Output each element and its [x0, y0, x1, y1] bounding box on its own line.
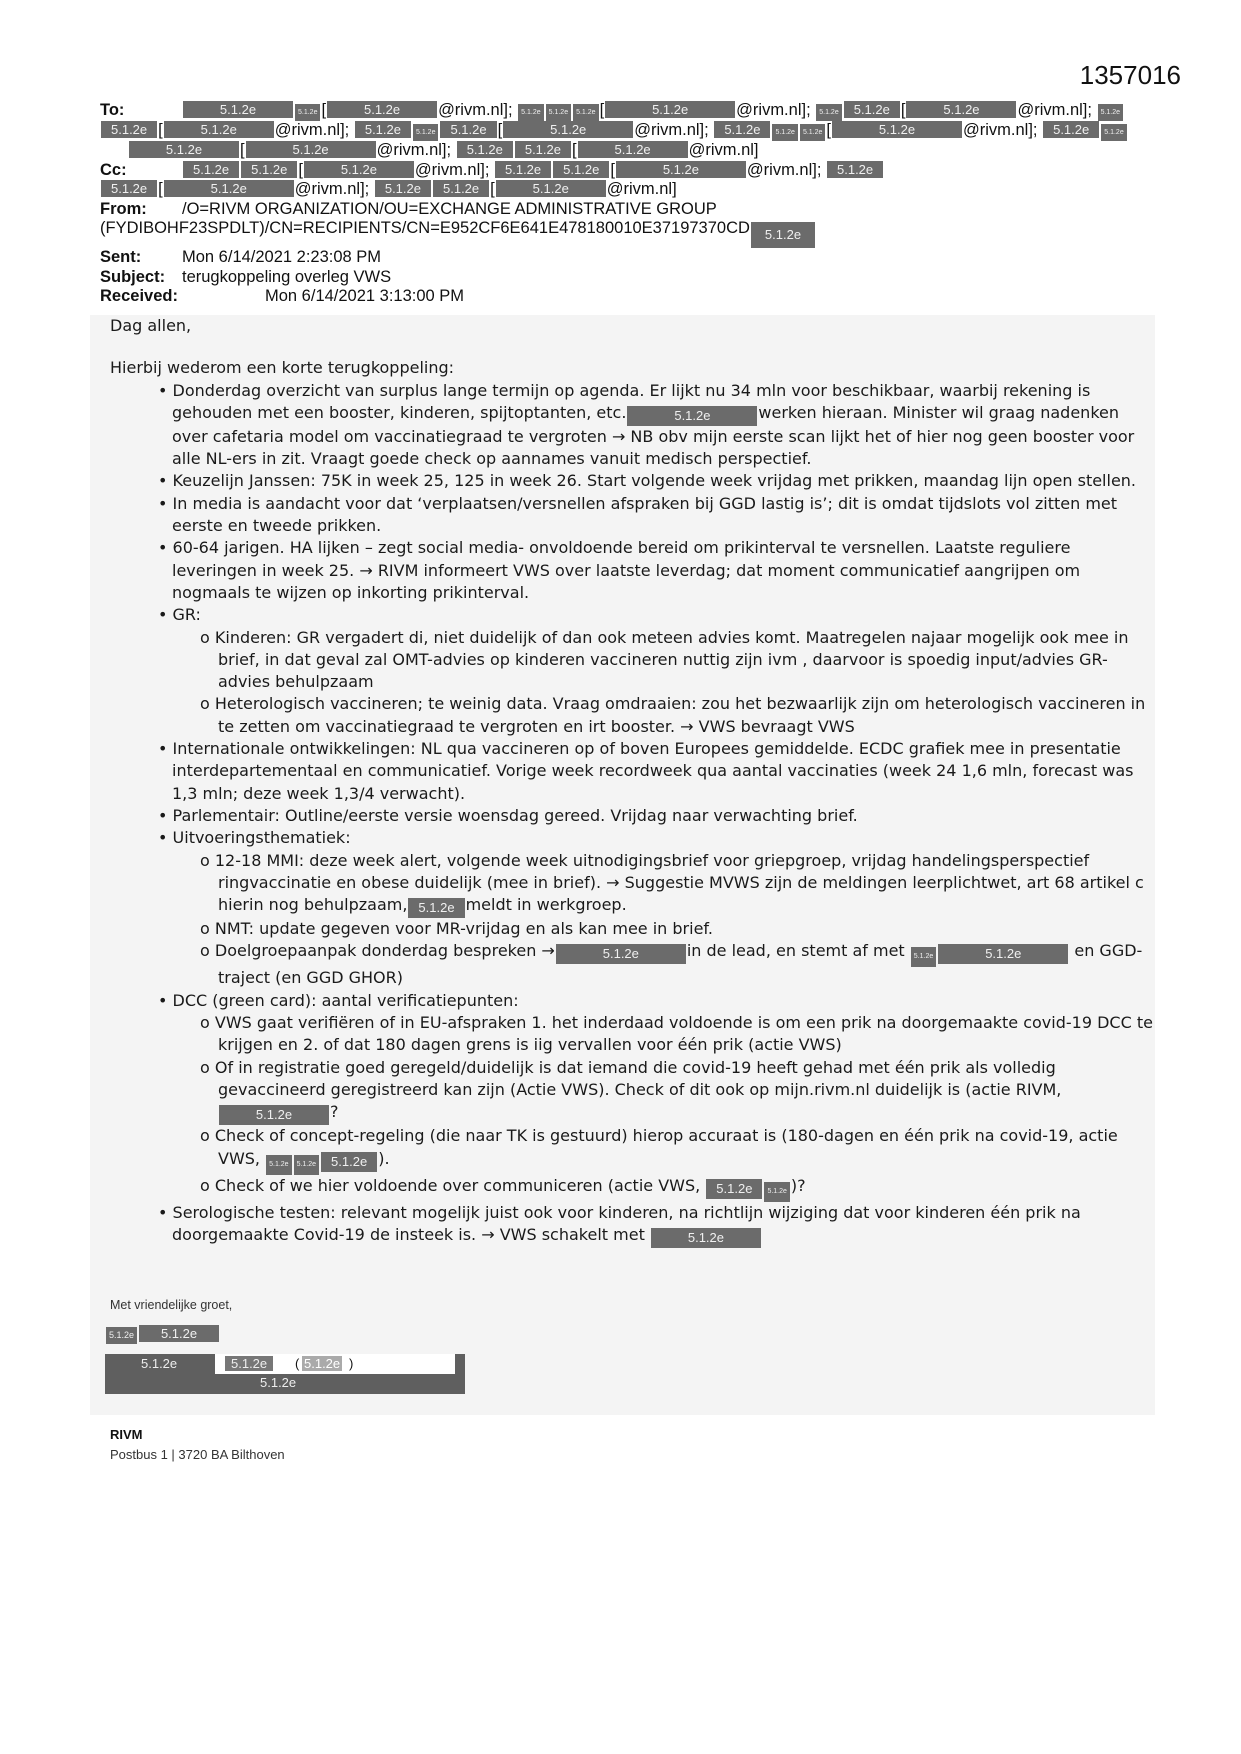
sub-item — [200, 940, 1155, 989]
document-number: 1357016 — [1079, 60, 1181, 90]
redaction: 5.1.2e — [556, 944, 686, 964]
redaction: 5.1.2e — [503, 121, 633, 138]
list-item: • Parlementair: Outline/eerste versie woensdag gereed. Vrijdag naar verwachting brief. — [158, 805, 1155, 827]
redaction: 5.1.2e — [355, 121, 411, 138]
sub-item — [200, 1175, 1155, 1202]
sub-item: o VWS gaat verifiëren of in EU-afspraken 1. het inderdaad voldoende is om een prik na doorgemaakte covid-19 DCC te krijgen en 2. of dat 180 dagen grens is iig vervallen voor één prik (actie VWS) — [200, 1012, 1155, 1057]
cc-label: Cc: — [100, 160, 127, 179]
redaction: 5.1.2e — [183, 101, 293, 118]
redaction: 5.1.2e — [304, 161, 414, 178]
text: Of in registratie goed geregeld/duidelijk is dat iemand die covid-19 heeft gehad met één prik als volledig gevaccineerd geregistreerd kan zijn (Actie VWS). Check of dit ook op mijn.rivm.nl duidelijk is (actie RIVM, — [214, 1057, 1062, 1099]
redaction: 5.1.2e — [106, 1327, 137, 1344]
redaction: 5.1.2e — [938, 944, 1068, 964]
redaction: 5.1.2e — [515, 141, 571, 158]
redaction: 5.1.2e — [413, 124, 438, 141]
org-address: Postbus 1 | 3720 BA Bilthoven — [110, 1447, 285, 1462]
email-domain: @rivm.nl]; — [376, 141, 452, 159]
received-line — [100, 287, 1160, 307]
sub-item: o NMT: update gegeven voor MR-vrijdag en als kan mee in brief. — [200, 918, 1155, 940]
greeting: Dag allen, — [110, 316, 192, 335]
redaction: 5.1.2e — [906, 101, 1016, 118]
redaction: 5.1.2e — [101, 121, 157, 138]
text: 12-18 MMI: deze week alert, volgende week uitnodigingsbrief voor griepgroep, vrijdag handelingsperspectief ringvaccinatie en obese duidelijk (mee in brief). → Suggestie MVWS zijn de meldingen leerplichtwet, art 68 artikel c hierin nog behulpzaam, — [214, 850, 1144, 915]
sub-list — [172, 627, 1155, 738]
redaction: 5.1.2e — [129, 141, 239, 158]
redaction: 5.1.2e — [616, 161, 746, 178]
redaction: 5.1.2e — [495, 161, 551, 178]
redaction: 5.1.2e — [433, 180, 489, 197]
text: DCC (green card): aantal verificatiepunten: — [172, 990, 519, 1010]
to-line-2: 5.1.2e [ 5.1.2e @rivm.nl]; 5.1.2e 5.1.2e 5.1.2e [ 5.1.2e @rivm.nl]; 5.1.2e 5.1.2e 5.1.2e [ 5.1.2e @rivm.nl]; 5.1.2e 5.1.2e — [100, 121, 1160, 141]
redaction: 5.1.2e — [139, 1325, 219, 1342]
intro: Hierbij wederom een korte terugkoppeling: — [110, 358, 455, 378]
redaction: 5.1.2e — [706, 1179, 762, 1199]
text: werken hieraan. Minister wil graag nadenken over cafetaria model om vaccinatiegraad te vergroten → NB obv mijn eerste scan lijkt het of hier nog geen booster voor alle NL-ers in zit. Vraagt goede check op aannames vanuit medisch perspectief. — [172, 402, 1135, 469]
redaction: 5.1.2e — [266, 1155, 291, 1175]
redaction: 5.1.2e — [832, 121, 962, 138]
sub-item: o Kinderen: GR vergadert di, niet duidelijk of dan ook meteen advies komt. Maatregelen najaar mogelijk ook mee in brief, in dat geval zal OMT-advies op kinderen vaccineren nuttig zijn ivm , daarvoor is spoedig input/advies GR-advies behulpzaam — [200, 627, 1155, 694]
email-domain: @rivm.nl] — [606, 180, 677, 198]
from-line — [100, 200, 1160, 220]
list-item: • Internationale ontwikkelingen: NL qua vaccineren op of boven Europees gemiddelde. ECDC grafiek mee in presentatie interdepartementaal en communicatief. Vorige week recordweek qua aantal vaccinaties (week 24 1,6 mln, forecast was 1,3 mln; deze week 1,3/4 verwacht). — [158, 738, 1155, 805]
redaction: 5.1.2e — [751, 222, 815, 248]
from-label: From: — [100, 199, 147, 218]
sub-item — [200, 1057, 1155, 1126]
paren-open: ( — [295, 1356, 300, 1371]
redaction: 5.1.2e — [375, 180, 431, 197]
list-item — [158, 604, 1155, 738]
redaction: 5.1.2e — [553, 161, 609, 178]
bullet-list — [110, 380, 1155, 1248]
email-domain: @rivm.nl]; — [294, 180, 370, 198]
redaction: 5.1.2e — [260, 1375, 297, 1390]
redaction: 5.1.2e — [327, 101, 437, 118]
email-domain: @rivm.nl]; — [274, 121, 350, 139]
text: ). — [378, 1148, 390, 1168]
redaction: 5.1.2e — [578, 141, 688, 158]
list-item — [158, 990, 1155, 1202]
redaction: 5.1.2e — [573, 104, 598, 121]
sub-list — [172, 1012, 1155, 1201]
redaction: 5.1.2e — [219, 1105, 329, 1125]
to-line-1: To: 5.1.2e 5.1.2e [ 5.1.2e @rivm.nl]; 5.1.2e 5.1.2e 5.1.2e [ 5.1.2e @rivm.nl]; 5.1.2e 5.1.2e [ 5.1.2e @rivm.nl]; 5.1.2e — [100, 101, 1160, 121]
list-item — [158, 1202, 1155, 1248]
redaction: 5.1.2e — [225, 1356, 273, 1371]
email-domain: @rivm.nl]; — [438, 101, 513, 119]
sub-item — [200, 850, 1155, 919]
sent-label: Sent: — [100, 248, 142, 266]
redaction: 5.1.2e — [651, 1228, 761, 1248]
subject-label: Subject: — [100, 267, 166, 286]
redaction: 5.1.2e — [844, 101, 900, 118]
text: Check of we hier voldoende over communiceren (actie VWS, — [214, 1175, 701, 1195]
subject-value: terugkoppeling overleg VWS — [182, 267, 392, 286]
redaction: 5.1.2e — [295, 104, 320, 121]
email-domain: @rivm.nl]; — [1017, 101, 1092, 119]
text: )? — [790, 1175, 806, 1195]
cc-line-2: 5.1.2e [ 5.1.2e @rivm.nl]; 5.1.2e 5.1.2e [ 5.1.2e @rivm.nl] — [100, 180, 1160, 200]
to-label: To: — [100, 101, 125, 119]
redaction: 5.1.2e — [164, 121, 274, 138]
text: in de lead, en stemt af met — [686, 941, 905, 961]
redaction: 5.1.2e — [800, 124, 825, 141]
email-domain: @rivm.nl]; — [634, 121, 709, 139]
closing: Met vriendelijke groet, — [110, 1298, 233, 1312]
subject-line — [100, 268, 1160, 288]
redaction: 5.1.2e — [141, 1356, 178, 1371]
redaction: 5.1.2e — [294, 1155, 319, 1175]
sent-line — [100, 248, 1160, 268]
redaction: 5.1.2e — [627, 406, 757, 426]
from-value-2: (FYDIBOHF23SPDLT)/CN=RECIPIENTS/CN=E952CF6E641E478180010E37197370CD — [100, 219, 750, 237]
to-line-3: 5.1.2e [ 5.1.2e @rivm.nl]; 5.1.2e 5.1.2e [ 5.1.2e @rivm.nl] — [100, 141, 1160, 161]
text: Donderdag overzicht van surplus lange termijn op agenda. Er lijkt nu 34 mln voor beschikbaar, waarbij rekening is gehouden met een booster, kinderen, spijtoptanten, etc. — [172, 380, 1091, 422]
text: Uitvoeringsthematiek: — [172, 828, 351, 848]
email-domain: @rivm.nl]; — [736, 101, 811, 119]
list-item — [158, 827, 1155, 989]
redaction: 5.1.2e — [241, 161, 297, 178]
received-value: Mon 6/14/2021 3:13:00 PM — [265, 287, 465, 305]
email-domain: @rivm.nl]; — [746, 160, 822, 179]
list-item: • In media is aandacht voor dat ‘verplaatsen/versnellen afspraken bij GGD lastig is’; dit is omdat tijdslots vol zitten met eerste en tweede prikken. — [158, 493, 1155, 538]
redaction: 5.1.2e — [518, 104, 543, 121]
from-line-2 — [100, 219, 1160, 248]
org-name: RIVM — [110, 1427, 143, 1442]
redaction: 5.1.2e — [714, 121, 770, 138]
received-label: Received: — [100, 287, 178, 305]
text: GR: — [172, 605, 201, 625]
redaction: 5.1.2e — [605, 101, 735, 118]
sub-list — [172, 850, 1155, 990]
redaction: 5.1.2e — [772, 124, 797, 141]
text: Check of concept-regeling (die naar TK is gestuurd) hierop accuraat is (180-dagen en één prik na covid-19, actie VWS, — [214, 1126, 1118, 1168]
redaction: 5.1.2e — [164, 180, 294, 197]
text: ? — [330, 1102, 339, 1122]
redaction: 5.1.2e — [764, 1182, 789, 1202]
sub-item — [200, 1125, 1155, 1174]
redaction: 5.1.2e — [827, 161, 883, 178]
from-value-1: /O=RIVM ORGANIZATION/OU=EXCHANGE ADMINISTRATIVE GROUP — [182, 199, 717, 218]
email-header — [100, 101, 1160, 307]
redaction: 5.1.2e — [546, 104, 571, 121]
text: Serologische testen: relevant mogelijk juist ook voor kinderen, na richtlijn wijziging dat voor kinderen één prik na doorgemaakte Covid-19 de insteek is. → VWS schakelt met — [172, 1202, 1081, 1244]
redaction: 5.1.2e — [408, 898, 464, 918]
redaction: 5.1.2e — [183, 161, 239, 178]
redaction: 5.1.2e — [440, 121, 496, 138]
redaction: 5.1.2e — [911, 947, 936, 967]
signature-redacted-box — [105, 1354, 465, 1394]
list-item: • 60-64 jarigen. HA lijken – zegt social media- onvoldoende bereid om prikinterval te versnellen. Laatste reguliere leveringen in week 25. → RIVM informeert VWS over laatste leverdag; dat moment communicatief aangrijpen om nogmaals te wijzen op inkorting prikinterval. — [158, 537, 1155, 604]
text: Doelgroepaanpak donderdag bespreken → — [214, 941, 555, 961]
text: meldt in werkgroep. — [465, 895, 627, 915]
sub-item: o Heterologisch vaccineren; te weinig data. Vraag omdraaien: zou het bezwaarlijk zijn om heterologisch vaccineren in te zetten om vaccinatiegraad te vergroten en irt booster. → VWS bevraagt VWS — [200, 693, 1155, 738]
paren-close: ) — [349, 1356, 354, 1371]
list-item: • Keuzelijn Janssen: 75K in week 25, 125 in week 26. Start volgende week vrijdag met prikken, maandag lijn open stellen. — [158, 470, 1155, 492]
text: en GGD-traject (en GGD GHOR) — [218, 941, 1143, 988]
redaction: 5.1.2e — [457, 141, 513, 158]
redaction: 5.1.2e — [496, 180, 606, 197]
redaction: 5.1.2e — [246, 141, 376, 158]
signature-block — [105, 1325, 465, 1394]
email-domain: @rivm.nl]; — [414, 160, 490, 179]
redaction: 5.1.2e — [304, 1356, 341, 1371]
cc-line-1: Cc: 5.1.2e 5.1.2e [ 5.1.2e @rivm.nl]; 5.1.2e 5.1.2e [ 5.1.2e @rivm.nl]; 5.1.2e — [100, 161, 1160, 181]
redaction: 5.1.2e — [321, 1152, 377, 1172]
redaction: 5.1.2e — [816, 104, 841, 121]
sent-value: Mon 6/14/2021 2:23:08 PM — [182, 248, 382, 266]
redaction: 5.1.2e — [101, 180, 157, 197]
list-item — [158, 380, 1155, 471]
redaction: 5.1.2e — [1043, 121, 1099, 138]
redaction: 5.1.2e — [1101, 124, 1126, 141]
email-body — [90, 315, 1155, 1415]
redaction: 5.1.2e — [1098, 104, 1123, 121]
email-domain: @rivm.nl] — [688, 141, 759, 159]
email-domain: @rivm.nl]; — [963, 121, 1038, 139]
